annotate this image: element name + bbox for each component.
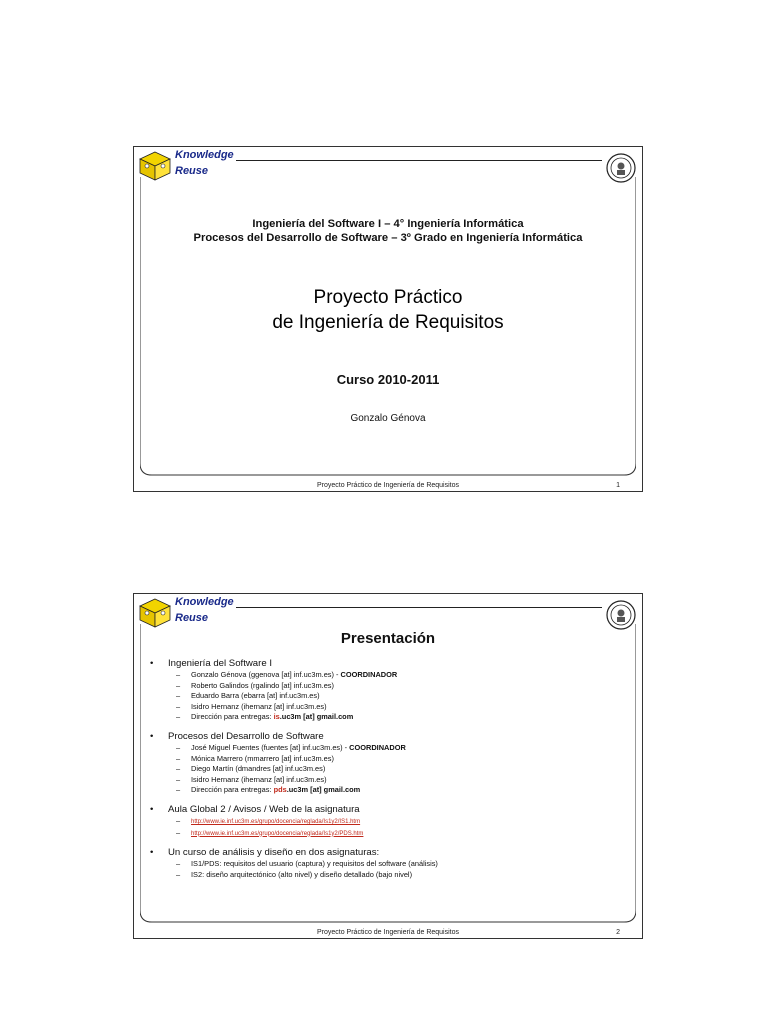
logo-text-reuse: Reuse — [175, 165, 209, 177]
page-number: 2 — [616, 929, 620, 936]
item-bold: .uc3m [at] gmail.com — [279, 712, 354, 722]
page-number: 1 — [616, 482, 620, 489]
slide-title — [134, 285, 642, 335]
item-red: is — [273, 712, 280, 722]
item-text: IS1/PDS: requisitos del usuario (captura) y requisitos del software (análisis) — [191, 859, 438, 869]
list-item — [150, 785, 632, 796]
list-item — [150, 681, 632, 692]
title-line-2: de Ingeniería de Requisitos — [272, 312, 504, 333]
list-item — [150, 775, 632, 786]
title-line-1: Proyecto Práctico — [313, 287, 463, 308]
course-subtitle — [134, 217, 642, 245]
slide-2 — [133, 593, 643, 939]
item-text: Isidro Hernanz (ihernanz [at] inf.uc3m.es) — [191, 701, 327, 711]
footer-text: Proyecto Práctico de Ingeniería de Requisitos — [316, 929, 460, 936]
section-pds — [150, 731, 632, 796]
item-text: Diego Martín (dmandres [at] inf.uc3m.es) — [191, 764, 326, 774]
course-year: Curso 2010-2011 — [336, 372, 440, 387]
list-item — [150, 870, 632, 881]
item-text: Gonzalo Génova (ggenova [at] inf.uc3m.es) - — [191, 670, 341, 679]
subtitle-line-1: Ingeniería del Software I – 4° Ingeniería Informática — [252, 218, 524, 230]
author-name: Gonzalo Génova — [350, 413, 426, 424]
item-text: José Miguel Fuentes (fuentes [at] inf.uc3m.es) - — [191, 742, 350, 752]
logo-text-reuse: Reuse — [175, 612, 209, 624]
item-bold: COORDINADOR — [340, 670, 398, 679]
list-item — [150, 743, 632, 754]
list-item — [150, 754, 632, 765]
section-heading: • Ingeniería del Software I — [150, 658, 632, 670]
section-heading: • Procesos del Desarrollo de Software — [150, 731, 632, 743]
item-text: Dirección para entregas: — [191, 785, 274, 795]
list-item — [150, 691, 632, 702]
item-bold: COORDINADOR — [349, 742, 406, 752]
list-item — [150, 712, 632, 723]
slide-1 — [133, 146, 643, 492]
header-rule — [236, 607, 602, 608]
item-bold: .uc3m [at] gmail.com — [286, 785, 361, 795]
footer-text: Proyecto Práctico de Ingeniería de Requisitos — [316, 482, 460, 489]
section-aula-global — [150, 804, 632, 839]
item-text: IS2: diseño arquitectónico (alto nivel) y diseño detallado (bajo nivel) — [191, 869, 413, 879]
slide-title: Presentación — [340, 630, 436, 647]
section-curso — [150, 847, 632, 880]
item-text: Dirección para entregas: — [191, 712, 274, 722]
subtitle-line-2: Procesos del Desarrollo de Software – 3º Grado en Ingeniería Informática — [193, 232, 583, 244]
list-item — [150, 816, 632, 828]
slide-body — [150, 658, 632, 888]
item-text: Roberto Galindos (rgalindo [at] inf.uc3m.es) — [191, 680, 334, 690]
list-item — [150, 764, 632, 775]
pds-web-link[interactable]: http://www.ie.inf.uc3m.es/grupo/docencia/reglada/Is1y2/PDS.htm — [191, 830, 364, 837]
list-item — [150, 670, 632, 681]
item-text: Eduardo Barra (ebarra [at] inf.uc3m.es) — [191, 691, 320, 701]
list-item — [150, 859, 632, 870]
item-text: Mónica Marrero (mmarrero [at] inf.uc3m.es) — [191, 753, 334, 763]
section-heading: • Un curso de análisis y diseño en dos asignaturas: — [150, 847, 632, 859]
is1-web-link[interactable]: http://www.ie.inf.uc3m.es/grupo/docencia/reglada/Is1y2/IS1.htm — [191, 818, 361, 825]
item-text: Isidro Hernanz (ihernanz [at] inf.uc3m.es) — [191, 774, 327, 784]
header-rule — [236, 160, 602, 161]
list-item — [150, 828, 632, 840]
logo-text-knowledge: Knowledge — [175, 149, 234, 161]
list-item — [150, 702, 632, 713]
section-heading: • Aula Global 2 / Avisos / Web de la asignatura — [150, 804, 632, 816]
section-is1 — [150, 658, 632, 723]
logo-text-knowledge: Knowledge — [175, 596, 234, 608]
item-red: pds — [273, 785, 287, 795]
